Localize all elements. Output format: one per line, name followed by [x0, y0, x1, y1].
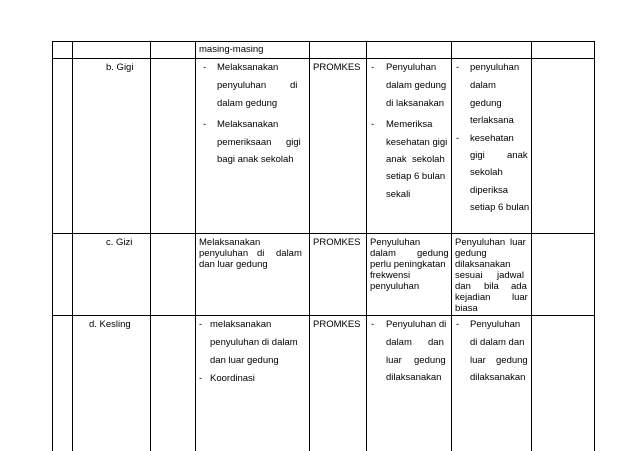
cell-text: dalam: [386, 337, 412, 348]
cell-text: penyuluhan: [217, 80, 267, 91]
cell-text: dalam: [470, 80, 496, 91]
cell-text: kesehatan gigi: [386, 137, 448, 148]
cell-text: di: [257, 248, 265, 259]
cell-text: sesuai: [455, 270, 483, 281]
cell-text: bila: [484, 281, 499, 292]
bullet-dash: -: [371, 119, 375, 130]
cell-text: dan luar gedung: [210, 355, 279, 366]
cell-text: diperiksa: [470, 185, 509, 196]
cell-text: dan luar gedung: [199, 259, 268, 270]
bullet-dash: -: [456, 133, 460, 144]
column-divider: [594, 41, 595, 451]
bullet-dash: -: [199, 373, 203, 384]
row-divider: [52, 233, 595, 234]
cell-text: sekolah: [470, 167, 503, 178]
cell-text: gedung: [417, 248, 449, 259]
cell-text: dan: [455, 281, 471, 292]
cell-text: sekali: [386, 189, 411, 200]
cell-text: setiap 6 bulan: [470, 202, 530, 213]
row-label: d. Kesling: [89, 319, 131, 330]
cell-text: gedung: [414, 355, 446, 366]
cell-text: anak: [386, 154, 407, 165]
cell-text: Penyuluhan: [470, 319, 521, 330]
cell-text: dilaksanakan: [455, 259, 511, 270]
row-divider: [52, 315, 595, 316]
cell-text: gedung: [455, 248, 487, 259]
column-divider: [366, 41, 367, 451]
cell-text: luar: [512, 292, 528, 303]
cell-text: Penyuluhan: [370, 237, 421, 248]
cell-text: perlu peningkatan: [370, 259, 446, 270]
cell-text: setiap 6 bulan: [386, 171, 446, 182]
column-divider: [531, 41, 532, 451]
cell-text: PROMKES: [313, 237, 361, 248]
cell-text: masing-masing: [199, 44, 264, 55]
column-divider: [52, 41, 53, 451]
cell-text: luar: [510, 237, 526, 248]
cell-text: PROMKES: [313, 62, 361, 73]
cell-text: gedung: [470, 98, 502, 109]
cell-text: kesehatan: [470, 133, 514, 144]
column-divider: [309, 41, 310, 451]
cell-text: dilaksanakan: [386, 372, 442, 383]
column-divider: [72, 41, 73, 451]
cell-text: pemeriksaan: [217, 137, 272, 148]
row-label: c. Gizi: [106, 237, 133, 248]
bullet-dash: -: [456, 62, 460, 73]
cell-text: Koordinasi: [210, 373, 255, 384]
bullet-dash: -: [199, 319, 203, 330]
cell-text: dalam gedung: [386, 80, 447, 91]
cell-text: dan: [428, 337, 444, 348]
bullet-dash: -: [371, 62, 375, 73]
column-divider: [150, 41, 151, 451]
cell-text: sekolah: [412, 154, 445, 165]
cell-text: bagi anak sekolah: [217, 154, 294, 165]
cell-text: penyuluhan: [370, 281, 420, 292]
cell-text: di laksanakan: [386, 98, 445, 109]
row-divider: [52, 58, 595, 59]
table-border-top: [52, 41, 595, 42]
cell-text: luar: [386, 355, 402, 366]
cell-text: PROMKES: [313, 319, 361, 330]
cell-text: Penyuluhan: [455, 237, 506, 248]
bullet-dash: -: [203, 119, 207, 130]
cell-text: melaksanakan: [210, 319, 272, 330]
cell-text: di dalam dan: [470, 337, 525, 348]
cell-text: dilaksanakan: [470, 372, 526, 383]
cell-text: terlaksana: [470, 115, 514, 126]
column-divider: [451, 41, 452, 451]
cell-text: Melaksanakan: [217, 119, 279, 130]
cell-text: anak: [507, 150, 528, 161]
cell-text: biasa: [455, 303, 478, 314]
cell-text: jadwal: [497, 270, 524, 281]
bullet-dash: -: [371, 319, 375, 330]
cell-text: Penyuluhan di: [386, 319, 447, 330]
cell-text: penyuluhan di dalam: [210, 337, 298, 348]
cell-text: dalam: [276, 248, 302, 259]
cell-text: gedung: [496, 355, 528, 366]
bullet-dash: -: [456, 319, 460, 330]
bullet-dash: -: [203, 62, 207, 73]
cell-text: Memeriksa: [386, 119, 433, 130]
cell-text: dalam gedung: [217, 98, 278, 109]
cell-text: Penyuluhan: [386, 62, 437, 73]
column-divider: [195, 41, 196, 451]
cell-text: gigi: [470, 150, 485, 161]
cell-text: Melaksanakan: [217, 62, 279, 73]
cell-text: kejadian: [455, 292, 491, 303]
cell-text: dalam: [370, 248, 396, 259]
cell-text: ada: [511, 281, 527, 292]
cell-text: di: [290, 80, 298, 91]
cell-text: frekwensi: [370, 270, 411, 281]
row-label: b. Gigi: [106, 62, 134, 73]
cell-text: penyuluhan: [470, 62, 520, 73]
cell-text: gigi: [286, 137, 301, 148]
cell-text: penyuluhan: [199, 248, 249, 259]
cell-text: luar: [470, 355, 486, 366]
cell-text: Melaksanakan: [199, 237, 261, 248]
